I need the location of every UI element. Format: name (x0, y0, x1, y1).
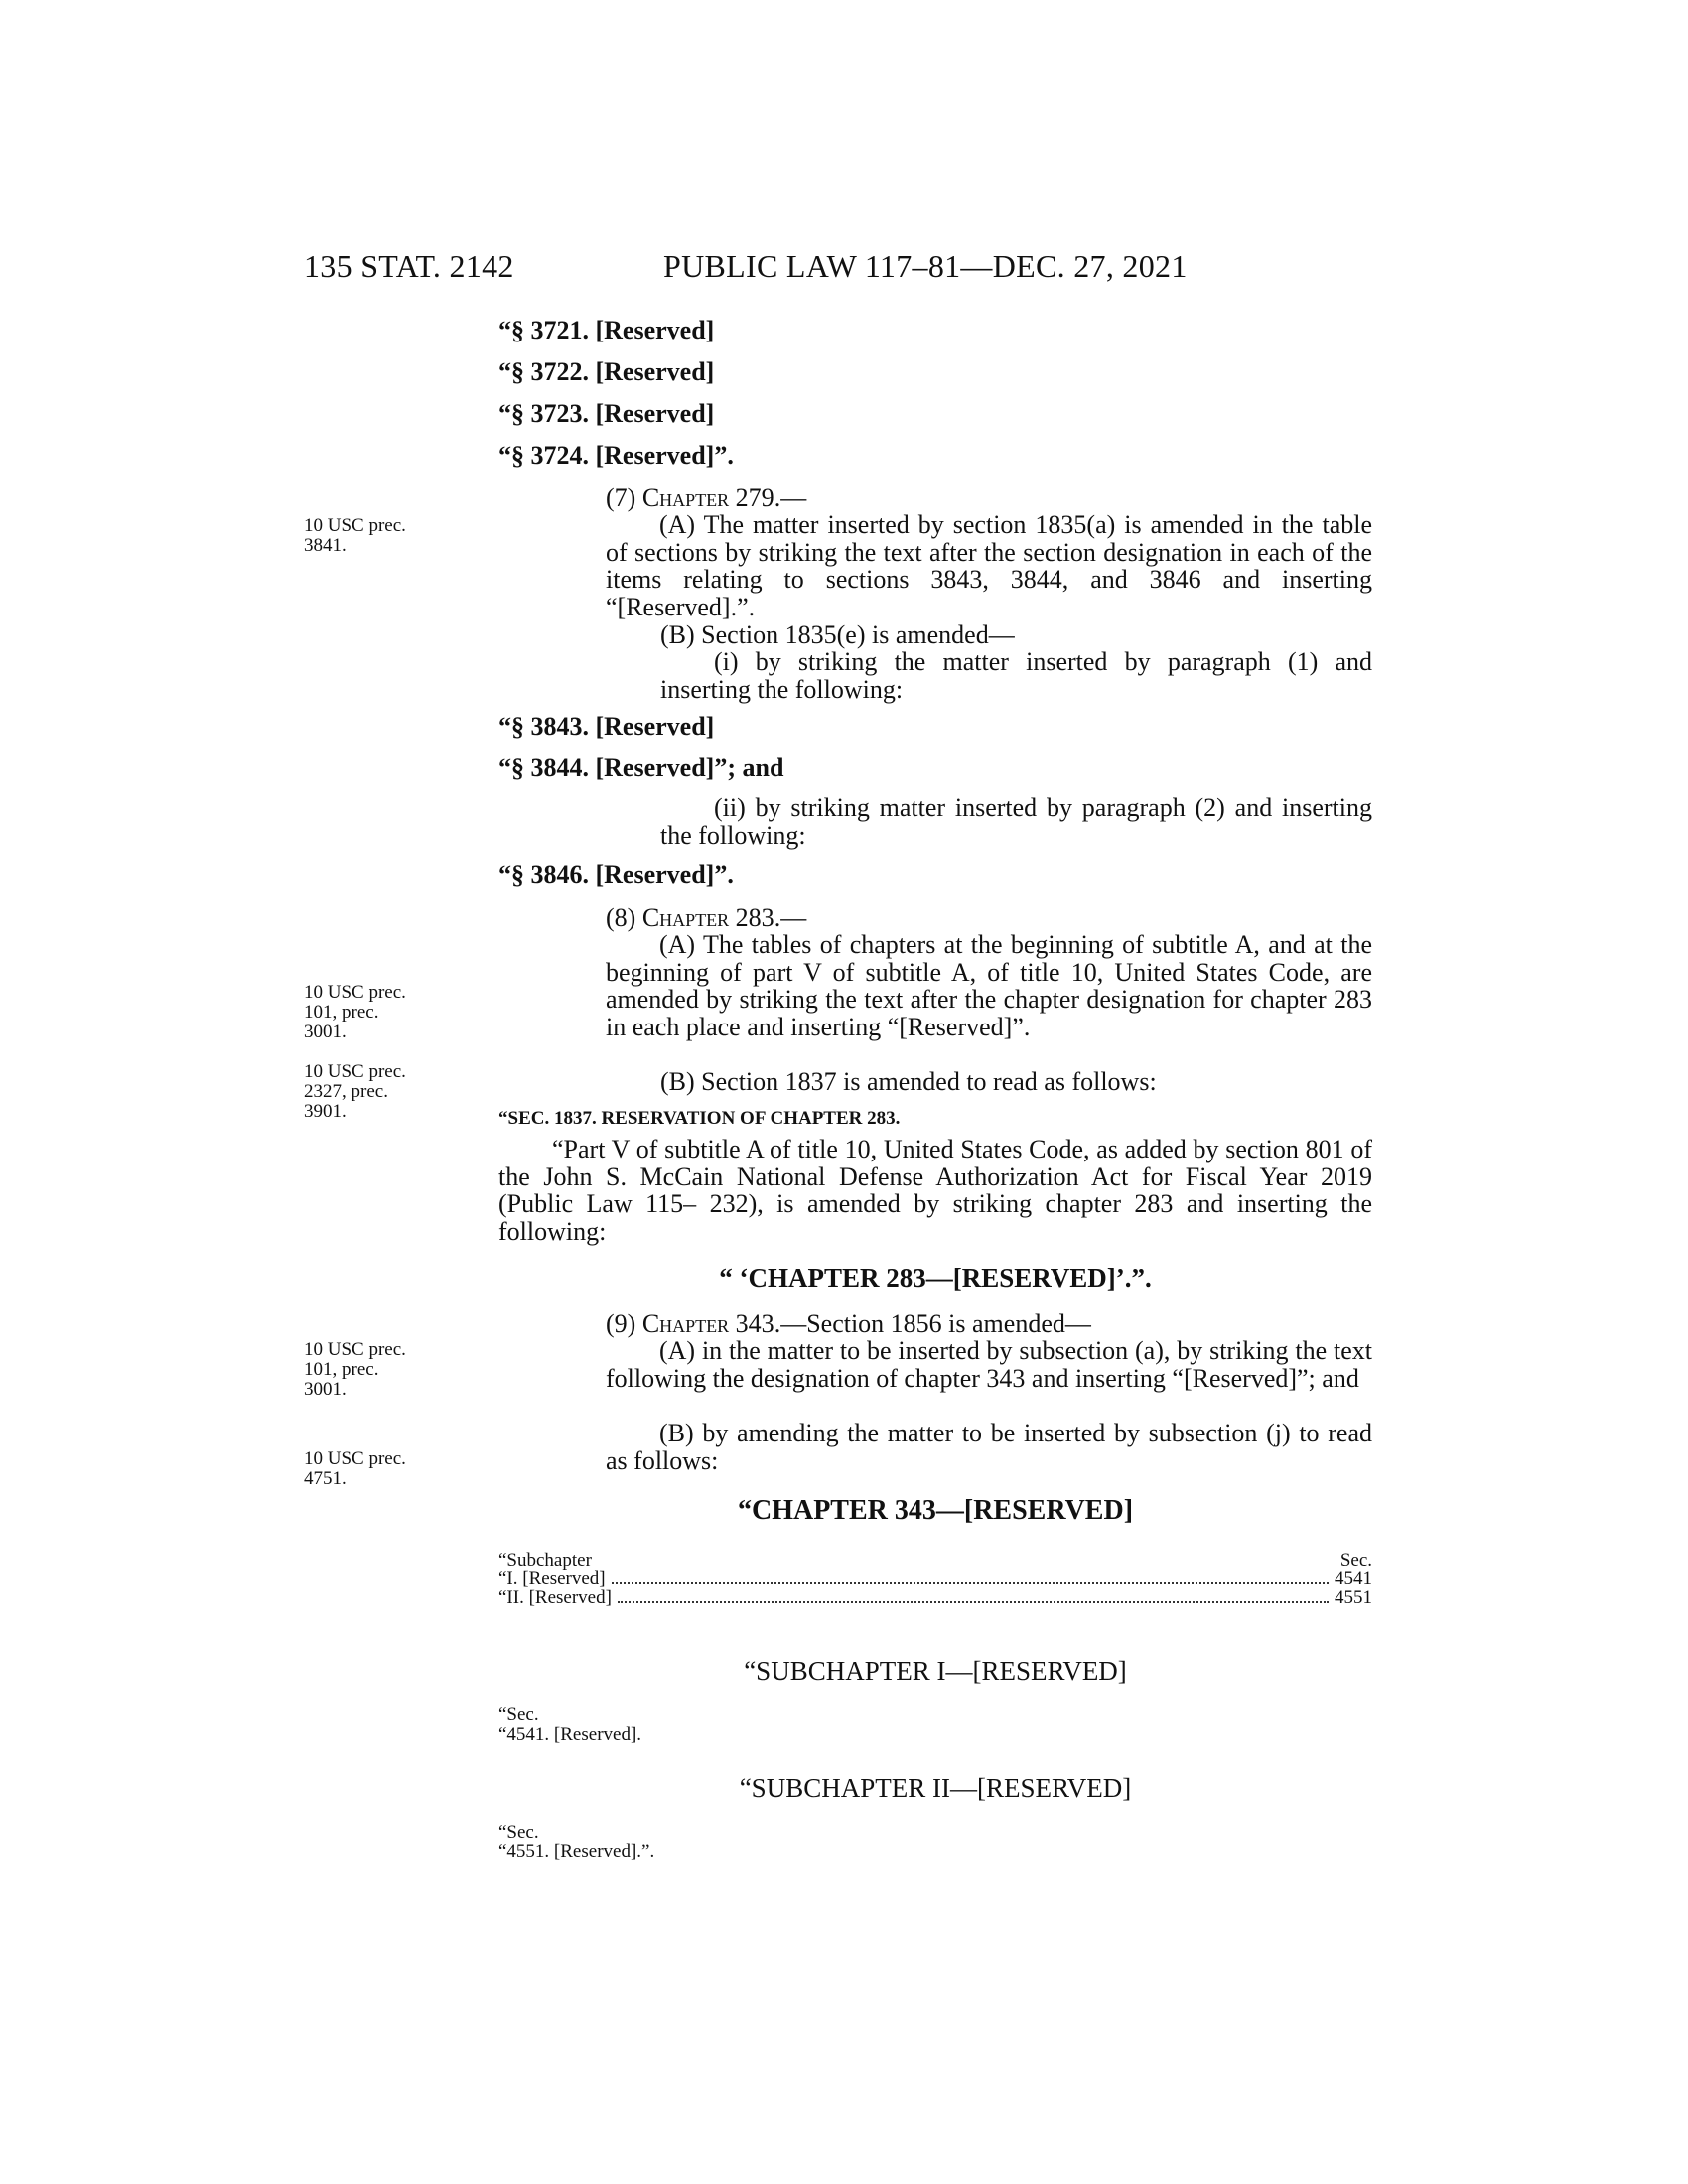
para-7-a: (A) The matter inserted by section 1835(a) is amended in the table of sections by striking the text after the section designation in each of the items relating to sections 3843, 3844, and 3846 and inserting “[Reserved].”. (606, 510, 1372, 621)
page-law-header: PUBLIC LAW 117–81—DEC. 27, 2021 (663, 248, 1188, 284)
section-3724: “§ 3724. [Reserved]”. (498, 441, 734, 470)
dot-leader (618, 1601, 1329, 1603)
section-3846: “§ 3846. [Reserved]”. (498, 860, 734, 888)
subchapter-2-sec-label: “Sec. (498, 1822, 539, 1843)
subchapter-column-label: “Subchapter (498, 1550, 592, 1570)
table-row (498, 1588, 1372, 1607)
subchapter-1-item: “4541. [Reserved]. (498, 1724, 642, 1745)
chapter-343-heading: “CHAPTER 343—[RESERVED] (737, 1495, 1134, 1526)
chapter-283-heading: “ ‘CHAPTER 283—[RESERVED]’.”. (719, 1263, 1152, 1293)
sec-1837-heading: “SEC. 1837. RESERVATION OF CHAPTER 283. (498, 1108, 901, 1129)
para-8-heading: (8) Chapter 283.— (606, 903, 807, 932)
sec-column-label: Sec. (1339, 1550, 1372, 1570)
subchapter-row-label: “I. [Reserved] (498, 1569, 606, 1589)
para-9-b: (B) by amending the matter to be inserted by subsection (j) to read as follows: (606, 1419, 1372, 1475)
para-8-a: (A) The tables of chapters at the beginning of subtitle A, and at the beginning of part V of subtitle A, of title 10, United States Code, are amended by striking the text after the chapter designation for chapter 283 in each place and inserting “[Reserved]”. (606, 930, 1372, 1041)
table-row (498, 1570, 1372, 1588)
subchapter-1-heading: “SUBCHAPTER I—[RESERVED] (744, 1656, 1127, 1686)
margin-note-usc-101-3001: 10 USC prec. 101, prec. 3001. (304, 982, 406, 1042)
subchapter-row-section: 4551 (1335, 1587, 1372, 1608)
para-7-b: (B) Section 1835(e) is amended— (660, 620, 1015, 649)
margin-note-usc-3841: 10 USC prec. 3841. (304, 515, 406, 556)
page-stat-citation: 135 STAT. 2142 (304, 248, 514, 284)
margin-note-usc-2327-3901: 10 USC prec. 2327, prec. 3901. (304, 1061, 406, 1122)
sec-1837-body: “Part V of subtitle A of title 10, United States Code, as added by section 801 of the John S. McCain National Defense Authorization Act for Fiscal Year 2019 (Public Law 115– 232), is amended by striking chapter 283 and inserting the following: (498, 1135, 1372, 1246)
dot-leader (612, 1582, 1329, 1584)
section-3723: “§ 3723. [Reserved] (498, 399, 715, 428)
para-8-b: (B) Section 1837 is amended to read as follows: (660, 1067, 1157, 1096)
subchapter-1-sec-label: “Sec. (498, 1705, 539, 1725)
subchapter-2-item: “4551. [Reserved].”. (498, 1842, 655, 1862)
section-3722: “§ 3722. [Reserved] (498, 357, 715, 386)
subchapter-2-heading: “SUBCHAPTER II—[RESERVED] (739, 1773, 1132, 1803)
subchapter-row-section: 4541 (1335, 1569, 1372, 1589)
margin-note-usc-101-3001-b: 10 USC prec. 101, prec. 3001. (304, 1339, 406, 1400)
subchapter-row-label: “II. [Reserved] (498, 1587, 612, 1608)
subchapter-table (498, 1551, 1372, 1607)
margin-note-usc-4751: 10 USC prec. 4751. (304, 1448, 406, 1489)
para-7-b-i: (i) by striking the matter inserted by paragraph (1) and inserting the following: (660, 647, 1372, 704)
section-3844: “§ 3844. [Reserved]”; and (498, 753, 784, 782)
para-9-heading: (9) Chapter 343.—Section 1856 is amended— (606, 1309, 1091, 1338)
subchapter-table-header (498, 1551, 1372, 1570)
para-7-b-ii: (ii) by striking matter inserted by paragraph (2) and inserting the following: (660, 793, 1372, 850)
section-3843: “§ 3843. [Reserved] (498, 712, 715, 741)
para-9-a: (A) in the matter to be inserted by subsection (a), by striking the text following the designation of chapter 343 and inserting “[Reserved]”; and (606, 1336, 1372, 1393)
para-7-heading: (7) Chapter 279.— (606, 483, 807, 512)
section-3721: “§ 3721. [Reserved] (498, 316, 715, 344)
